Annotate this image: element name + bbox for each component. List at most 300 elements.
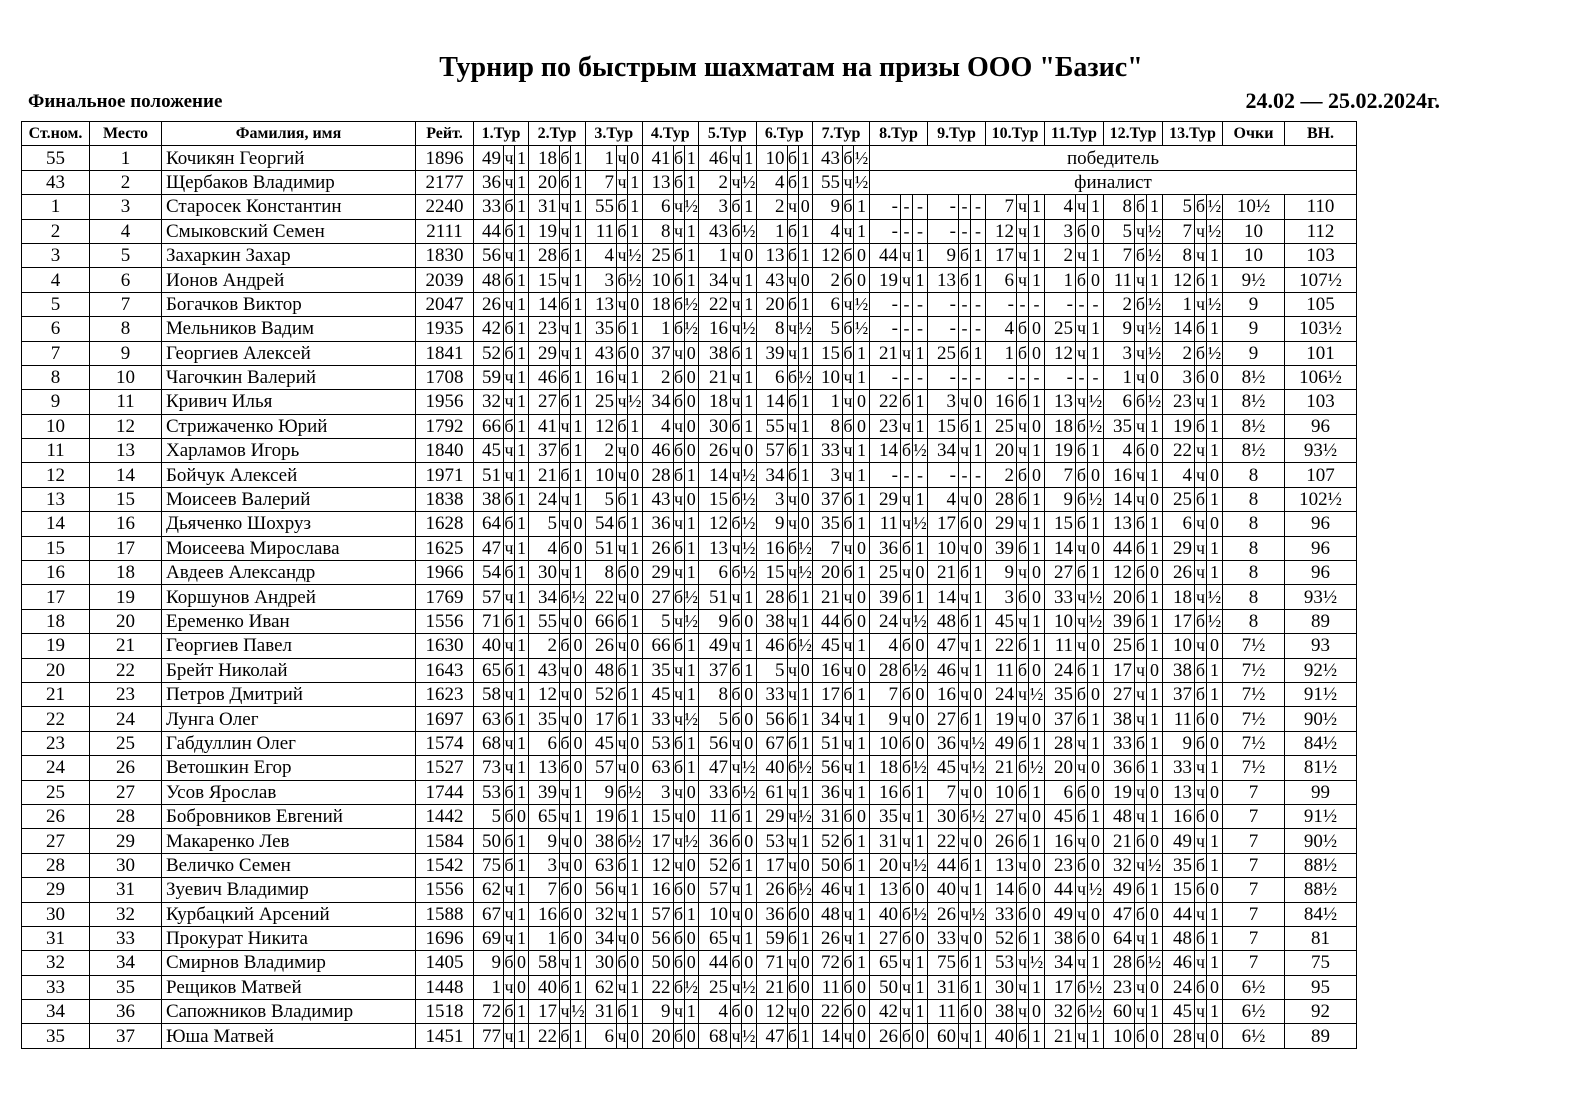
result: 0	[628, 731, 643, 755]
result: ½	[684, 707, 699, 731]
opponent-number: 25	[642, 243, 673, 267]
opponent-number: 66	[642, 634, 673, 658]
color: ч	[1195, 1000, 1207, 1024]
result: 1	[971, 658, 986, 682]
result: ½	[1207, 219, 1223, 243]
tiebreak: 90½	[1285, 829, 1357, 853]
opponent-number: 49	[1104, 878, 1135, 902]
color: ч	[1017, 1000, 1029, 1024]
column-header: ВН.	[1285, 122, 1357, 146]
points: 9	[1223, 317, 1285, 341]
color: б	[1017, 585, 1029, 609]
color: ч	[731, 292, 742, 316]
opponent-number: 6	[813, 292, 843, 316]
opponent-number: 9	[870, 707, 901, 731]
table-row	[22, 439, 1357, 463]
color: ч	[617, 878, 628, 902]
tiebreak: 103	[1285, 390, 1357, 414]
result: ½	[742, 756, 757, 780]
opponent-number: 3	[529, 853, 560, 877]
opponent-number: 9	[586, 780, 617, 804]
opponent-number: 27	[986, 804, 1017, 828]
color: б	[787, 756, 798, 780]
color: б	[673, 146, 684, 170]
color: ч	[1135, 317, 1147, 341]
player-name: Брейт Николай	[162, 658, 416, 682]
player-name: Щербаков Владимир	[162, 170, 416, 194]
opponent-number: 40	[529, 975, 560, 999]
result: 1	[628, 609, 643, 633]
opponent-number: 45	[813, 634, 843, 658]
result: 1	[742, 878, 757, 902]
opponent-number: 37	[1045, 707, 1076, 731]
place: 29	[90, 829, 162, 853]
color: ч	[1195, 390, 1207, 414]
opponent-number: 11	[1045, 634, 1076, 658]
color: б	[617, 829, 628, 853]
points: 9½	[1223, 268, 1285, 292]
opponent-number: 39	[870, 585, 901, 609]
color: б	[731, 951, 742, 975]
color: ч	[1195, 561, 1207, 585]
result: 1	[854, 512, 870, 536]
result: 1	[1088, 317, 1104, 341]
opponent-number: 65	[699, 926, 731, 950]
result: 1	[1207, 951, 1223, 975]
opponent-number: 31	[529, 195, 560, 219]
result: 1	[913, 268, 928, 292]
result: 1	[854, 780, 870, 804]
color: ч	[673, 707, 684, 731]
color: б	[787, 975, 798, 999]
opponent-number: 18	[699, 390, 731, 414]
color: б	[560, 634, 571, 658]
opponent-number: 44	[699, 951, 731, 975]
tiebreak: 84½	[1285, 731, 1357, 755]
color: ч	[560, 414, 571, 438]
color: б	[1195, 317, 1207, 341]
color: б	[731, 853, 742, 877]
result: 1	[1088, 951, 1104, 975]
color: ч	[1076, 341, 1088, 365]
result: 0	[628, 926, 643, 950]
column-header: Очки	[1223, 122, 1285, 146]
opponent-number: 55	[529, 609, 560, 633]
opponent-number: 35	[1104, 414, 1135, 438]
opponent-number: -	[870, 219, 901, 243]
opponent-number: 9	[928, 243, 959, 267]
result: ½	[628, 390, 643, 414]
opponent-number: 19	[1163, 414, 1195, 438]
opponent-number: -	[986, 365, 1017, 389]
rating: 1643	[416, 658, 474, 682]
opponent-number: 5	[756, 658, 787, 682]
color: ч	[1076, 756, 1088, 780]
table-row	[22, 1024, 1357, 1048]
opponent-number: 22	[529, 1024, 560, 1048]
result: ½	[1207, 195, 1223, 219]
result: 0	[1207, 804, 1223, 828]
column-header: 6.Тур	[756, 122, 813, 146]
color: б	[731, 561, 742, 585]
opponent-number: 12	[529, 682, 560, 706]
opponent-number: 7	[586, 170, 617, 194]
color: ч	[504, 1024, 515, 1048]
opponent-number: 10	[586, 463, 617, 487]
start-number: 26	[22, 804, 90, 828]
opponent-number: -	[870, 292, 901, 316]
color: -	[901, 463, 913, 487]
opponent-number: 1	[474, 975, 504, 999]
opponent-number: 59	[756, 926, 787, 950]
opponent-number: 5	[1104, 219, 1135, 243]
opponent-number: 22	[928, 829, 959, 853]
opponent-number: 4	[586, 243, 617, 267]
result: ½	[798, 365, 813, 389]
result: ½	[971, 902, 986, 926]
result: 0	[1147, 487, 1163, 511]
color: б	[901, 926, 913, 950]
player-name: Георгиев Алексей	[162, 341, 416, 365]
opponent-number: 1	[813, 390, 843, 414]
opponent-number: 13	[699, 536, 731, 560]
color: б	[1135, 512, 1147, 536]
place: 36	[90, 1000, 162, 1024]
opponent-number: 6	[699, 561, 731, 585]
color: б	[1195, 707, 1207, 731]
result: 0	[798, 975, 813, 999]
result: 1	[854, 682, 870, 706]
tiebreak: 96	[1285, 512, 1357, 536]
color: ч	[560, 707, 571, 731]
result: 1	[1147, 756, 1163, 780]
result: 0	[1207, 878, 1223, 902]
result: 1	[1029, 243, 1045, 267]
color: б	[787, 463, 798, 487]
opponent-number: 6	[1045, 780, 1076, 804]
place: 23	[90, 682, 162, 706]
color: ч	[1135, 268, 1147, 292]
opponent-number: 3	[756, 487, 787, 511]
color: ч	[843, 658, 854, 682]
points: 6½	[1223, 1024, 1285, 1048]
result: ½	[854, 146, 870, 170]
opponent-number: 52	[986, 926, 1017, 950]
color: ч	[673, 414, 684, 438]
rating: 1830	[416, 243, 474, 267]
color: б	[843, 951, 854, 975]
opponent-number: 5	[586, 487, 617, 511]
start-number: 27	[22, 829, 90, 853]
column-header: Ст.ном.	[22, 122, 90, 146]
start-number: 20	[22, 658, 90, 682]
rating: 1841	[416, 341, 474, 365]
color: б	[1195, 853, 1207, 877]
opponent-number: 26	[474, 292, 504, 316]
color: б	[1017, 634, 1029, 658]
tiebreak: 75	[1285, 951, 1357, 975]
opponent-number: 46	[529, 365, 560, 389]
start-number: 7	[22, 341, 90, 365]
opponent-number: 50	[642, 951, 673, 975]
opponent-number: 38	[1045, 926, 1076, 950]
table-row	[22, 756, 1357, 780]
color: б	[787, 243, 798, 267]
color: б	[843, 975, 854, 999]
opponent-number: 28	[756, 585, 787, 609]
opponent-number: 45	[928, 756, 959, 780]
column-header: 9.Тур	[928, 122, 986, 146]
opponent-number: -	[928, 365, 959, 389]
color: б	[1076, 268, 1088, 292]
color: б	[901, 439, 913, 463]
points: 8	[1223, 561, 1285, 585]
place: 22	[90, 658, 162, 682]
color: б	[1195, 682, 1207, 706]
result: 1	[1029, 634, 1045, 658]
result: 0	[971, 536, 986, 560]
opponent-number: 9	[474, 951, 504, 975]
column-header: 8.Тур	[870, 122, 928, 146]
place: 28	[90, 804, 162, 828]
result: 1	[571, 219, 586, 243]
color: б	[787, 170, 798, 194]
opponent-number: 63	[642, 756, 673, 780]
color: ч	[560, 853, 571, 877]
opponent-number: 14	[1045, 536, 1076, 560]
points: 7½	[1223, 658, 1285, 682]
opponent-number: 17	[642, 829, 673, 853]
result: 1	[854, 756, 870, 780]
color: б	[1195, 609, 1207, 633]
opponent-number: 13	[756, 243, 787, 267]
opponent-number: 41	[529, 414, 560, 438]
rating: 1966	[416, 561, 474, 585]
color: ч	[901, 609, 913, 633]
color: б	[959, 268, 971, 292]
result: 1	[571, 317, 586, 341]
opponent-number: 17	[586, 707, 617, 731]
result: 0	[684, 439, 699, 463]
result: ½	[1088, 975, 1104, 999]
result: 1	[798, 243, 813, 267]
opponent-number: 44	[1163, 902, 1195, 926]
result: 1	[571, 1024, 586, 1048]
color: б	[504, 658, 515, 682]
color: ч	[1017, 195, 1029, 219]
opponent-number: 26	[586, 634, 617, 658]
opponent-number: 29	[529, 341, 560, 365]
opponent-number: 12	[986, 219, 1017, 243]
player-name: Богачков Виктор	[162, 292, 416, 316]
color: ч	[1195, 829, 1207, 853]
rating: 1708	[416, 365, 474, 389]
opponent-number: 42	[474, 317, 504, 341]
opponent-number: 2	[813, 268, 843, 292]
result: 1	[1029, 1024, 1045, 1048]
result: 1	[684, 756, 699, 780]
opponent-number: 31	[586, 1000, 617, 1024]
opponent-number: 36	[870, 536, 901, 560]
color: ч	[560, 1000, 571, 1024]
color: -	[901, 365, 913, 389]
color: ч	[787, 609, 798, 633]
color: ч	[1017, 609, 1029, 633]
color: ч	[787, 487, 798, 511]
result: 1	[1029, 219, 1045, 243]
result: 1	[798, 170, 813, 194]
color: б	[787, 390, 798, 414]
result: 1	[515, 756, 529, 780]
color: ч	[1076, 902, 1088, 926]
color: ч	[1195, 585, 1207, 609]
rating: 1625	[416, 536, 474, 560]
result: ½	[1147, 243, 1163, 267]
color: ч	[787, 195, 798, 219]
color: ч	[959, 487, 971, 511]
opponent-number: 12	[813, 243, 843, 267]
color: б	[1195, 804, 1207, 828]
opponent-number: 14	[1163, 317, 1195, 341]
result: ½	[1029, 951, 1045, 975]
player-name: Георгиев Павел	[162, 634, 416, 658]
place: 19	[90, 585, 162, 609]
table-row	[22, 170, 1357, 194]
start-number: 25	[22, 780, 90, 804]
color: б	[673, 634, 684, 658]
result: 0	[684, 853, 699, 877]
color: б	[673, 731, 684, 755]
opponent-number: 10	[1104, 1024, 1135, 1048]
result: 1	[515, 878, 529, 902]
opponent-number: 11	[813, 975, 843, 999]
opponent-number: 35	[529, 707, 560, 731]
result: 0	[742, 707, 757, 731]
opponent-number: -	[928, 292, 959, 316]
color: б	[1017, 463, 1029, 487]
result: 1	[684, 512, 699, 536]
player-name: Стрижаченко Юрий	[162, 414, 416, 438]
color: б	[1017, 731, 1029, 755]
opponent-number: 66	[586, 609, 617, 633]
color: б	[959, 804, 971, 828]
result: 0	[798, 195, 813, 219]
result: 1	[1207, 536, 1223, 560]
result: 1	[684, 902, 699, 926]
color: б	[673, 390, 684, 414]
color: ч	[504, 585, 515, 609]
color: ч	[1017, 975, 1029, 999]
result: 0	[1207, 731, 1223, 755]
color: ч	[560, 658, 571, 682]
color: б	[1135, 195, 1147, 219]
opponent-number: 24	[986, 682, 1017, 706]
points: 8	[1223, 463, 1285, 487]
result: 1	[515, 731, 529, 755]
place: 1	[90, 146, 162, 170]
opponent-number: 53	[642, 731, 673, 755]
opponent-number: 52	[813, 829, 843, 853]
result: ½	[913, 902, 928, 926]
result: 1	[913, 414, 928, 438]
result: 0	[854, 268, 870, 292]
color: б	[504, 804, 515, 828]
color: ч	[504, 439, 515, 463]
opponent-number: 17	[928, 512, 959, 536]
result: 0	[1088, 268, 1104, 292]
opponent-number: 28	[1104, 951, 1135, 975]
color: б	[1076, 463, 1088, 487]
color: ч	[673, 682, 684, 706]
result: 1	[742, 634, 757, 658]
color: б	[959, 951, 971, 975]
color: б	[560, 926, 571, 950]
opponent-number: 4	[1045, 195, 1076, 219]
opponent-number: 26	[1163, 561, 1195, 585]
result: ½	[798, 317, 813, 341]
color: ч	[843, 292, 854, 316]
result: 1	[1029, 731, 1045, 755]
result: 0	[742, 902, 757, 926]
color: ч	[617, 902, 628, 926]
color: ч	[731, 317, 742, 341]
color: б	[1135, 1024, 1147, 1048]
rating: 1838	[416, 487, 474, 511]
start-number: 10	[22, 414, 90, 438]
color: -	[901, 317, 913, 341]
color: ч	[959, 829, 971, 853]
color: б	[731, 195, 742, 219]
color: б	[1195, 975, 1207, 999]
opponent-number: 12	[1163, 268, 1195, 292]
color: б	[504, 487, 515, 511]
result: 1	[1147, 268, 1163, 292]
opponent-number: 33	[928, 926, 959, 950]
result: 0	[628, 341, 643, 365]
tiebreak: 99	[1285, 780, 1357, 804]
column-header: 13.Тур	[1163, 122, 1223, 146]
place: 13	[90, 439, 162, 463]
opponent-number: 4	[986, 317, 1017, 341]
opponent-number: 16	[529, 902, 560, 926]
result: ½	[1088, 1000, 1104, 1024]
color: ч	[617, 926, 628, 950]
color: б	[504, 512, 515, 536]
opponent-number: 26	[928, 902, 959, 926]
column-header: Место	[90, 122, 162, 146]
status-note: финалист	[870, 170, 1357, 194]
color: б	[731, 682, 742, 706]
opponent-number: 21	[1104, 829, 1135, 853]
result: ½	[684, 585, 699, 609]
result: 1	[913, 487, 928, 511]
opponent-number: -	[928, 195, 959, 219]
place: 2	[90, 170, 162, 194]
opponent-number: 30	[986, 975, 1017, 999]
start-number: 35	[22, 1024, 90, 1048]
result: ½	[742, 463, 757, 487]
opponent-number: 33	[1104, 731, 1135, 755]
opponent-number: 36	[474, 170, 504, 194]
result: 0	[971, 1000, 986, 1024]
opponent-number: 1	[529, 926, 560, 950]
color: б	[901, 731, 913, 755]
color: ч	[504, 902, 515, 926]
result: 1	[1029, 439, 1045, 463]
color: б	[843, 195, 854, 219]
color: ч	[731, 634, 742, 658]
color: б	[1195, 926, 1207, 950]
